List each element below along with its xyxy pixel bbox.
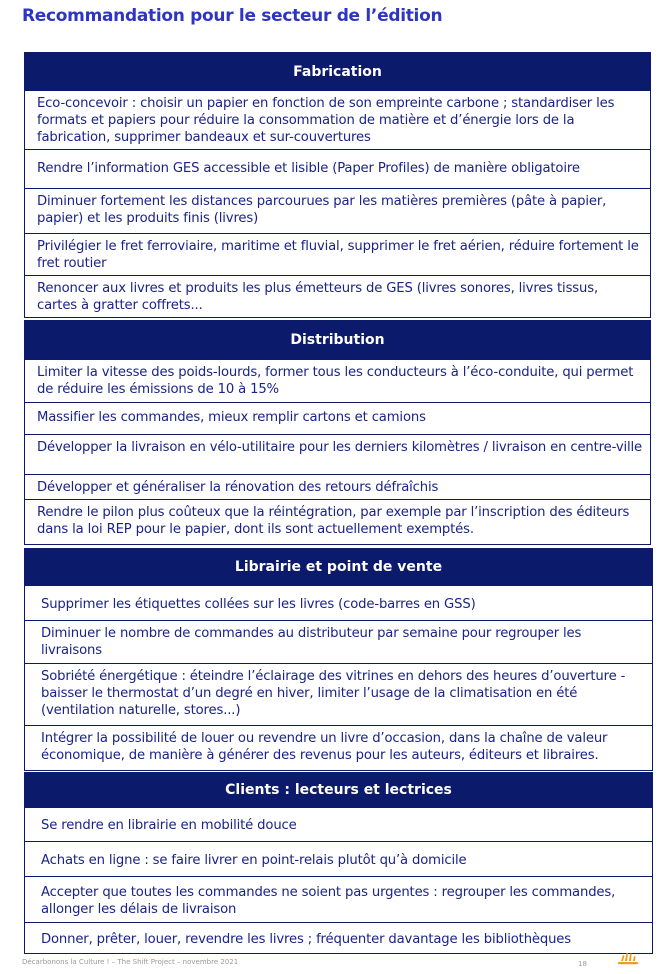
recommendation-row: Eco-concevoir : choisir un papier en fonction de son empreinte carbone ; standardiser les formats et papiers pour réduire la consommation de matière et d’énergie lors de la fabrication, supprimer bandeaux et sur-couvertures <box>25 90 650 149</box>
recommendation-row: Rendre l’information GES accessible et lisible (Paper Profiles) de manière obligatoire <box>25 149 650 188</box>
section-header: Distribution <box>25 321 650 359</box>
section-librairie <box>24 548 653 771</box>
section-distribution <box>24 320 651 545</box>
recommendation-row: Massifier les commandes, mieux remplir cartons et camions <box>25 402 650 434</box>
footer-text: Décarbonons la Culture ! – The Shift Project – novembre 2021 <box>22 958 239 966</box>
recommendation-row: Se rendre en librairie en mobilité douce <box>25 807 652 841</box>
recommendation-row: Limiter la vitesse des poids-lourds, former tous les conducteurs à l’éco-conduite, qui permet de réduire les émissions de 10 à 15% <box>25 359 650 402</box>
page-number: 18 <box>578 960 587 968</box>
recommendation-row: Achats en ligne : se faire livrer en point-relais plutôt qu’à domicile <box>25 841 652 876</box>
recommendation-row: Diminuer fortement les distances parcourues par les matières premières (pâte à papier, papier) et les produits finis (livres) <box>25 188 650 233</box>
recommendation-row: Sobriété énergétique : éteindre l’éclairage des vitrines en dehors des heures d’ouverture - baisser le thermostat d’un degré en hiver, limiter l’usage de la climatisation en été (ventilation naturelle, stores...) <box>25 663 652 725</box>
recommendation-row: Accepter que toutes les commandes ne soient pas urgentes : regrouper les commandes, allonger les délais de livraison <box>25 876 652 922</box>
recommendation-row: Intégrer la possibilité de louer ou revendre un livre d’occasion, dans la chaîne de valeur économique, de manière à générer des revenus pour les auteurs, éditeurs et libraires. <box>25 725 652 770</box>
section-header: Clients : lecteurs et lectrices <box>25 773 652 807</box>
section-header: Librairie et point de vente <box>25 549 652 585</box>
recommendation-row: Donner, prêter, louer, revendre les livres ; fréquenter davantage les bibliothèques <box>25 922 652 953</box>
recommendation-row: Renoncer aux livres et produits les plus émetteurs de GES (livres sonores, livres tissus, cartes à gratter coffrets... <box>25 275 650 317</box>
section-clients <box>24 772 653 954</box>
recommendation-row: Diminuer le nombre de commandes au distributeur par semaine pour regrouper les livraisons <box>25 620 652 663</box>
section-header: Fabrication <box>25 53 650 90</box>
recommendation-row: Supprimer les étiquettes collées sur les livres (code-barres en GSS) <box>25 585 652 620</box>
recommendation-row: Développer et généraliser la rénovation des retours défraîchis <box>25 474 650 499</box>
page-title: Recommandation pour le secteur de l’édition <box>22 6 443 26</box>
recommendation-row: Privilégier le fret ferroviaire, maritime et fluvial, supprimer le fret aérien, réduire fortement le fret routier <box>25 233 650 275</box>
recommendation-row: Rendre le pilon plus coûteux que la réintégration, par exemple par l’inscription des éditeurs dans la loi REP pour le papier, dont ils sont actuellement exemptés. <box>25 499 650 544</box>
shift-project-logo-icon <box>617 951 639 967</box>
recommendation-row: Développer la livraison en vélo-utilitaire pour les derniers kilomètres / livraison en centre-ville <box>25 434 650 474</box>
section-fabrication <box>24 52 651 318</box>
